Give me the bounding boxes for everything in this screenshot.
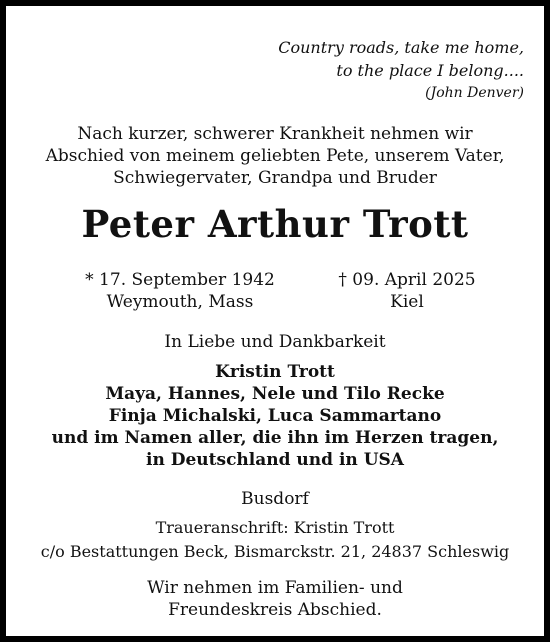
mourner-line: in Deutschland und in USA [146,450,404,470]
address-line: Traueranschrift: Kristin Trott [155,518,395,537]
closing-line: Freundeskreis Abschied. [168,600,382,620]
deceased-name: Peter Arthur Trott [81,202,469,246]
life-dates [6,269,544,315]
mourning-address [6,516,544,564]
closing-note [6,577,544,621]
epigraph-quote [278,36,524,104]
intro-line: Schwiegervater, Grandpa und Bruder [113,168,437,188]
closing-line: Wir nehmen im Familien- und [147,578,403,598]
mourner-line: Maya, Hannes, Nele und Tilo Recke [105,384,445,404]
intro-text [6,123,544,189]
death-date: † 09. April 2025 [338,270,476,290]
mourner-line: Kristin Trott [215,362,335,382]
intro-line: Abschied von meinem geliebten Pete, unserem Vater, [45,146,505,166]
place-name: Busdorf [241,489,309,509]
dedication-line: In Liebe und Dankbarkeit [164,332,386,352]
birth-place: Weymouth, Mass [106,292,254,312]
intro-line: Nach kurzer, schwerer Krankheit nehmen wir [77,124,473,144]
mourners-list [6,361,544,471]
birth-info [60,269,300,313]
quote-line: Country roads, take me home, [278,38,524,57]
birth-date: * 17. September 1942 [85,270,275,290]
address-line: c/o Bestattungen Beck, Bismarckstr. 21, 24837 Schleswig [40,542,510,561]
mourner-line: und im Namen aller, die ihn im Herzen tragen, [51,428,499,448]
mourner-line: Finja Michalski, Luca Sammartano [108,406,442,426]
death-place: Kiel [390,292,424,312]
quote-author: (John Denver) [425,85,524,101]
death-info [300,269,514,313]
quote-line: to the place I belong.... [336,61,524,80]
